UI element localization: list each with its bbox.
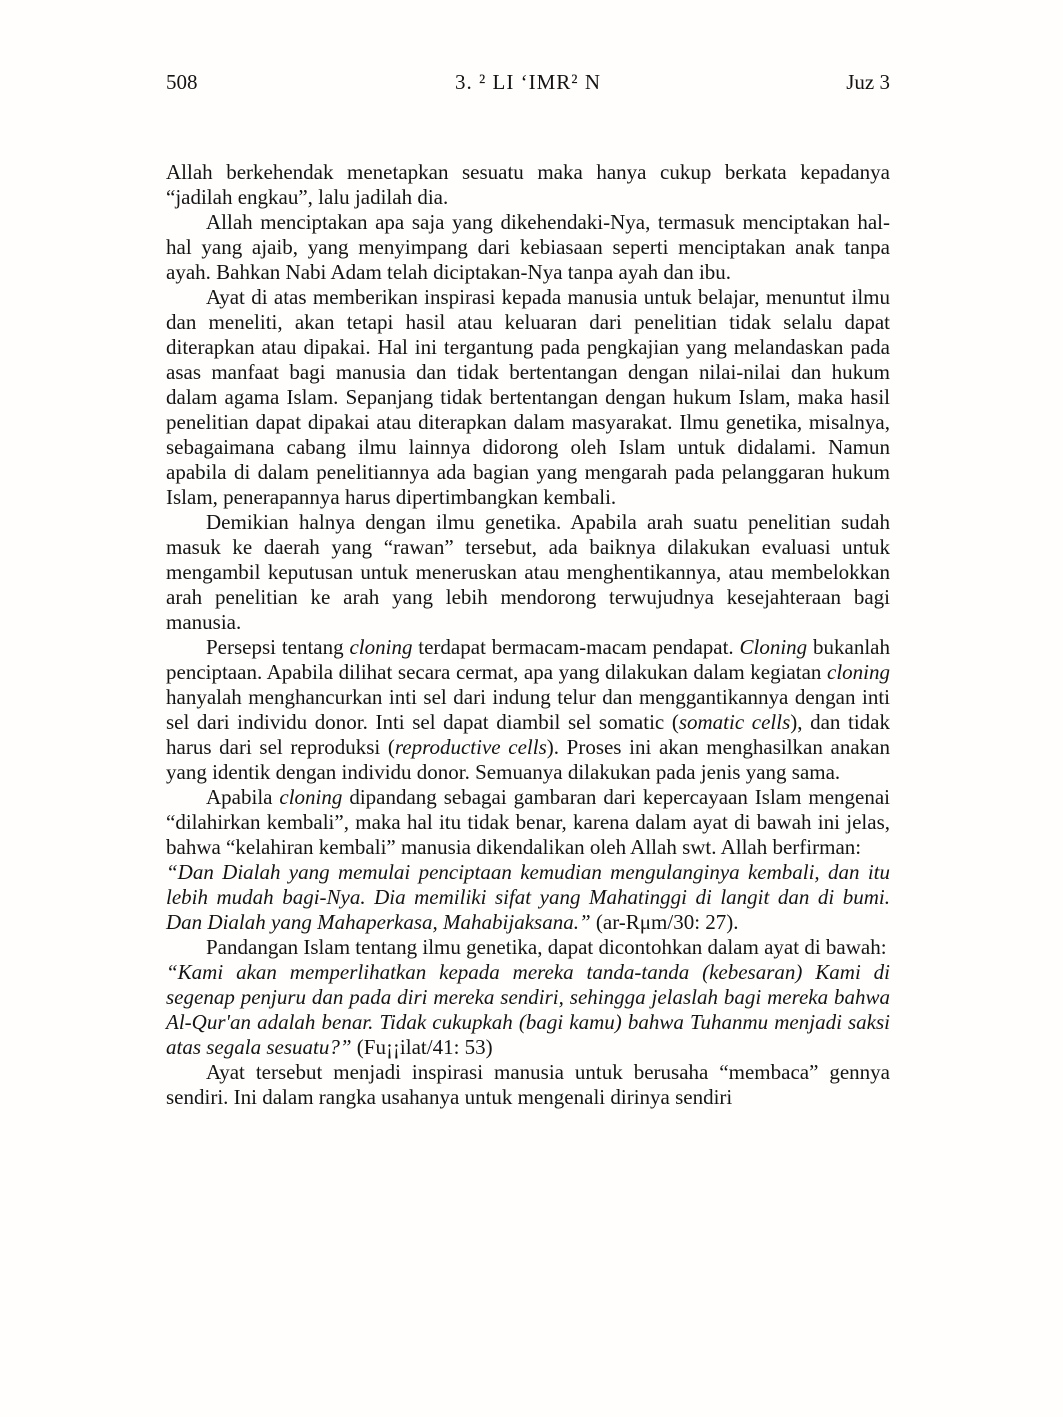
paragraph: [166, 960, 890, 1060]
text-segment: terdapat bermacam-macam pendapat.: [412, 635, 740, 659]
italic-text-segment: “Kami akan memperlihatkan kepada mereka tanda-tanda (kebesaran) Kami di segenap penjuru dan pada diri mereka sendiri, sehingga jelaslah bagi mereka bahwa Al-Qur'an adalah benar. Tidak cukupkah (bagi kamu) bahwa Tuhanmu menjadi saksi atas segala sesuatu?”: [166, 960, 890, 1059]
surah-title: 3. ² LI ‘IMR² N: [455, 70, 601, 94]
page-header: [166, 70, 890, 95]
italic-text-segment: cloning: [349, 635, 413, 659]
text-segment: hanyalah menghancurkan inti sel dari indung telur dan menggantikannya dengan inti sel dari individu donor. Inti sel dapat diambil sel somatic (: [166, 685, 890, 734]
text-segment: Ayat tersebut menjadi inspirasi manusia untuk berusaha “membaca” gennya sendiri. Ini dalam rangka usahanya untuk mengenali dirinya sendiri: [166, 1060, 890, 1109]
italic-text-segment: somatic cells: [678, 710, 791, 734]
italic-text-segment: reproductive cells: [394, 735, 547, 759]
text-segment: Persepsi tentang: [206, 635, 350, 659]
paragraph: [166, 160, 890, 210]
paragraph: [166, 785, 890, 860]
paragraph: [166, 210, 890, 285]
text-segment: ), dan tidak harus dari sel reproduksi (: [166, 710, 891, 759]
page-number: 508: [166, 70, 198, 94]
text-segment: (Fu¡¡ilat/41: 53): [351, 1035, 493, 1059]
text-segment: Allah berkehendak menetapkan sesuatu maka hanya cukup berkata kepadanya “jadilah engkau”, lalu jadilah dia.: [166, 160, 890, 209]
text-segment: dipandang sebagai gambaran dari kepercayaan Islam mengenai “dilahirkan kembali”, maka hal itu tidak benar, karena dalam ayat di bawah ini jelas, bahwa “kelahiran kembali” manusia dikendalikan oleh Allah swt. Allah berfirman:: [166, 785, 890, 859]
text-segment: Pandangan Islam tentang ilmu genetika, dapat dicontohkan dalam ayat di bawah:: [206, 935, 887, 959]
text-segment: bukanlah penciptaan. Apabila dilihat secara cermat, apa yang dilakukan dalam kegiatan: [166, 635, 890, 684]
italic-text-segment: Cloning: [739, 635, 808, 659]
paragraph: [166, 285, 890, 510]
italic-text-segment: cloning: [827, 660, 890, 684]
text-segment: ). Proses ini akan menghasilkan anakan yang identik dengan individu donor. Semuanya dilakukan pada jenis yang sama.: [166, 735, 890, 784]
paragraph: [166, 510, 890, 635]
text-segment: (ar-Rμm/30: 27).: [590, 910, 739, 934]
text-segment: Demikian halnya dengan ilmu genetika. Apabila arah suatu penelitian sudah masuk ke daerah yang “rawan” tersebut, ada baiknya dilakukan evaluasi untuk mengambil keputusan untuk meneruskan atau menghentikannya, atau membelokkan arah penelitian ke arah yang lebih mendorong terwujudnya kesejahteraan bagi manusia.: [166, 510, 890, 634]
italic-text-segment: “Dan Dialah yang memulai penciptaan kemudian mengulanginya kembali, dan itu lebih mudah bagi-Nya. Dia memiliki sifat yang Mahatinggi di langit dan di bumi. Dan Dialah yang Mahaperkasa, Mahabijaksana.”: [166, 860, 890, 934]
juz-label: Juz 3: [846, 70, 890, 94]
italic-text-segment: cloning: [279, 785, 343, 809]
text-segment: Allah menciptakan apa saja yang dikehendaki-Nya, termasuk menciptakan hal-hal yang ajaib, yang menyimpang dari kebiasaan seperti menciptakan anak tanpa ayah. Bahkan Nabi Adam telah diciptakan-Nya tanpa ayah dan ibu.: [166, 210, 890, 284]
paragraph: [166, 860, 890, 935]
paragraph: [166, 935, 890, 960]
paragraph: [166, 1060, 890, 1110]
text-segment: Apabila: [206, 785, 280, 809]
text-segment: Ayat di atas memberikan inspirasi kepada manusia untuk belajar, menuntut ilmu dan meneliti, akan tetapi hasil atau keluaran dari penelitian tidak selalu dapat diterapkan atau dipakai. Hal ini tergantung pada pengkajian yang melandaskan pada asas manfaat bagi manusia dan tidak bertentangan dengan nilai-nilai dan hukum dalam agama Islam. Sepanjang tidak bertentangan dengan hukum Islam, maka hasil penelitian dapat dipakai atau diterapkan dalam masyarakat. Ilmu genetika, misalnya, sebagaimana cabang ilmu lainnya didorong oleh Islam untuk didalami. Namun apabila di dalam penelitiannya ada bagian yang mengarah pada pelanggaran hukum Islam, penerapannya harus dipertimbangkan kembali.: [166, 285, 890, 509]
paragraph: [166, 635, 890, 785]
page-body: [166, 160, 890, 1110]
